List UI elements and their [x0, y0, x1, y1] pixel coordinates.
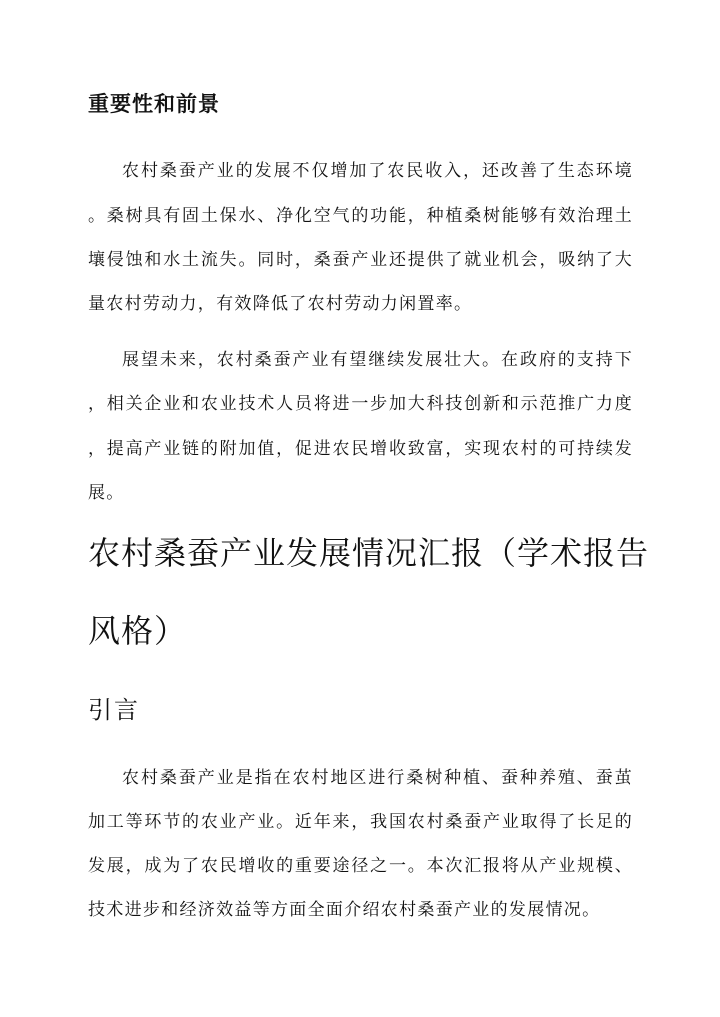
section-heading-importance: 重要性和前景	[88, 91, 220, 116]
paragraph-line: 技术进步和经济效益等方面全面介绍农村桑蚕产业的发展情况。	[88, 900, 601, 920]
paragraph-line: ，相关企业和农业技术人员将进一步加大科技创新和示范推广力度	[88, 394, 633, 414]
paragraph-line: 加工等环节的农业产业。近年来，我国农村桑蚕产业取得了长足的	[88, 812, 633, 832]
section-heading-introduction: 引言	[88, 696, 140, 724]
paragraph-line: 壤侵蚀和水土流失。同时，桑蚕产业还提供了就业机会，吸纳了大	[88, 250, 633, 270]
paragraph-line: 展。	[88, 483, 125, 503]
paragraph-line: 。桑树具有固土保水、净化空气的功能，种植桑树能够有效治理土	[88, 206, 633, 226]
paragraph-line: 发展，成为了农民增收的重要途径之一。本次汇报将从产业规模、	[88, 856, 633, 876]
document-title-line-2: 风格）	[88, 612, 188, 650]
paragraph-line: ，提高产业链的附加值，促进农民增收致富，实现农村的可持续发	[88, 439, 633, 459]
paragraph-line: 农村桑蚕产业是指在农村地区进行桑树种植、蚕种养殖、蚕茧	[122, 768, 633, 788]
document-title-line-1: 农村桑蚕产业发展情况汇报（学术报告	[88, 534, 650, 572]
paragraph-line: 量农村劳动力，有效降低了农村劳动力闲置率。	[88, 294, 473, 314]
paragraph-line: 展望未来，农村桑蚕产业有望继续发展壮大。在政府的支持下	[122, 350, 633, 370]
paragraph-line: 农村桑蚕产业的发展不仅增加了农民收入，还改善了生态环境	[122, 161, 633, 181]
